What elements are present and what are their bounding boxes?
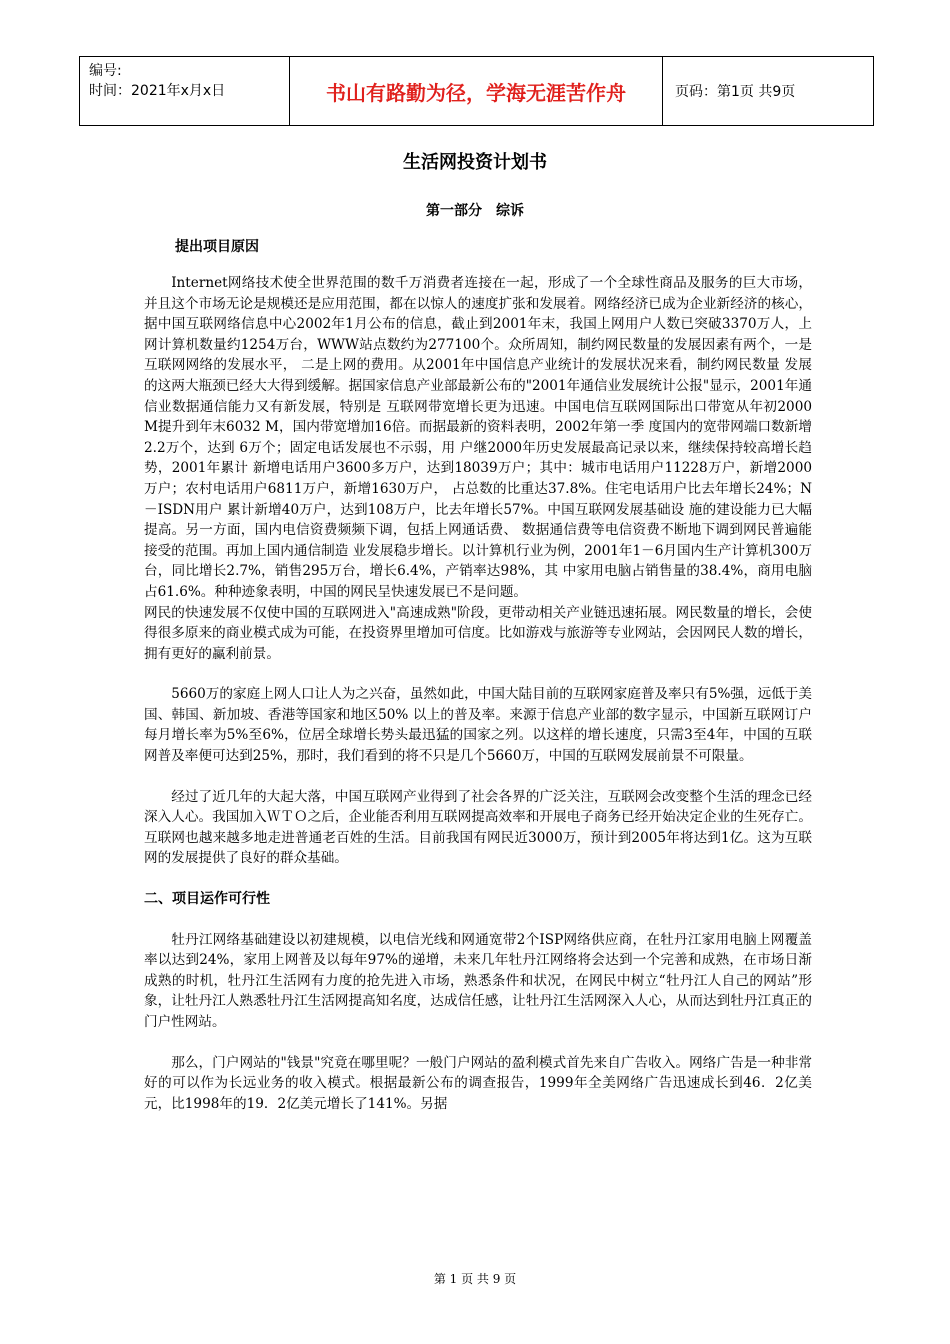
header-motto: 书山有路勤为径，学海无涯苦作舟 [290, 57, 663, 126]
section-2-title: 二、项目运作可行性 [144, 891, 270, 908]
header-table [79, 56, 874, 126]
paragraph-4: 经过了近几年的大起大落，中国互联网产业得到了社会各界的广泛关注，互联网会改变整个生活的理念已经深入人心。我国加入ＷＴＯ之后，企业能否利用互联网提高效率和开展电子商务已经开始决定企业的生死存亡。互联网也越来越多地走进普通老百姓的生活。目前我国有网民近3000万，预计到2005年将达到1亿。这为互联网的发展提供了良好的群众基础。 [144, 788, 812, 867]
section-1-title: 提出项目原因 [175, 239, 259, 255]
paragraph-5: 牡丹江网络基础建设以初建规模，以电信光线和网通宽带2个ISP网络供应商，在牡丹江家用电脑上网覆盖率以达到24%，家用上网普及以每年97%的递增，未来几年牡丹江网络将会达到一个完善和成熟，在市场日渐成熟的时机，牡丹江生活网有力度的抢先进入市场，熟悉条件和状况，在网民中树立“牡丹江人自己的网站”形象，让牡丹江人熟悉牡丹江生活网提高知名度，达成信任感，让牡丹江生活网深入人心，从而达到牡丹江真正的门户性网站。 [144, 931, 812, 1030]
page-footer: 第 1 页 共 9 页 [433, 1272, 517, 1286]
paragraph-2: 网民的快速发展不仅使中国的互联网进入"高速成熟"阶段，更带动相关产业链迅速拓展。网民数量的增长，会使得很多原来的商业模式成为可能，在投资界里增加可信度。比如游戏与旅游等专业网站，会因网民人数的增长，拥有更好的赢利前景。 [144, 604, 812, 662]
header-page-info: 页码：第1页 共9页 [663, 57, 874, 126]
paragraph-1: Internet网络技术使全世界范围的数千万消费者连接在一起，形成了一个全球性商品及服务的巨大市场，并且这个市场无论是规模还是应用范围，都在以惊人的速度扩张和发展着。网络经济已成为企业新经济的核心，据中国互联网络信息中心2002年1月公布的信息，截止到2001年末，我国上网用户人数已突破3370万人，上网计算机数量约1254万台，WWW站点数约为277100个。众所周知，制约网民数量的发展因素有两个，一是互联网网络的发展水平， 二是上网的费用。从2001年中国信息产业统计的发展状况来看，制约网民数量 发展的这两大瓶颈已经大大得到缓解。据国家信息产业部最新公布的"2001年通信业发展统计公报"显示，2001年通信业数据通信能力又有新发展，特别是 互联网带宽增长更为迅速。中国电信互联网国际出口带宽从年初2000 M提升到年末6032 M，国内带宽增加16倍。而据最新的资料表明，2002年第一季 度国内的宽带网端口数新增2.2万个，达到 6万个；固定电话发展也不示弱，用 户继2000年历史发展最高记录以来，继续保持较高增长趋势，2001年累计 新增电话用户3600多万户，达到18039万户；其中：城市电话用户11228万户，新增2000万户；农村电话用户6811万户，新增1630万户， 占总数的比重达37.8%。住宅电话用户比去年增长24%；N－ISDN用户 累计新增40万户，达到108万户，比去年增长57%。中国互联网发展基础设 施的建设能力已大幅提高。另一方面，国内电信资费频频下调，包括上网通话费、 数据通信费等电信资费不断地下调到网民普遍能接受的范围。再加上国内通信制造 业发展稳步增长。以计算机行业为例，2001年1－6月国内生产计算机300万台，同比增长2.7%，销售295万台，增长6.4%，产销率达98%，其 中家用电脑占销售量的38.4%，商用电脑占61.6%。种种迹象表明，中国的网民呈快速发展已不是问题。 [144, 275, 812, 600]
paragraph-3: 5660万的家庭上网人口让人为之兴奋，虽然如此，中国大陆目前的互联网家庭普及率只有5%强，远低于美国、韩国、新加坡、香港等国家和地区50% 以上的普及率。来源于信息产业部的数字显示，中国新互联网订户每月增长率为5%至6%，位居全球增长势头最迅猛的国家之列。以这样的增长速度，只需3至4年，中国的互联网普及率便可达到25%，那时，我们看到的将不只是几个5660万，中国的互联网发展前景不可限量。 [144, 686, 812, 765]
paragraph-6: 那么，门户网站的"钱景"究竟在哪里呢？一般门户网站的盈利模式首先来自广告收入。网络广告是一种非常好的可以作为长远业务的收入模式。根据最新公布的调查报告，1999年全美网络广告迅速成长到46．2亿美元，比1998年的19．2亿美元增长了141%。另据 [144, 1054, 812, 1112]
header-meta [80, 57, 290, 126]
document-title: 生活网投资计划书 [403, 152, 547, 173]
part-title: 第一部分 综诉 [426, 203, 524, 219]
document-body [144, 273, 812, 1114]
serial-label: 编号: [89, 63, 122, 79]
date-label: 时间：2021年x月x日 [89, 83, 226, 99]
